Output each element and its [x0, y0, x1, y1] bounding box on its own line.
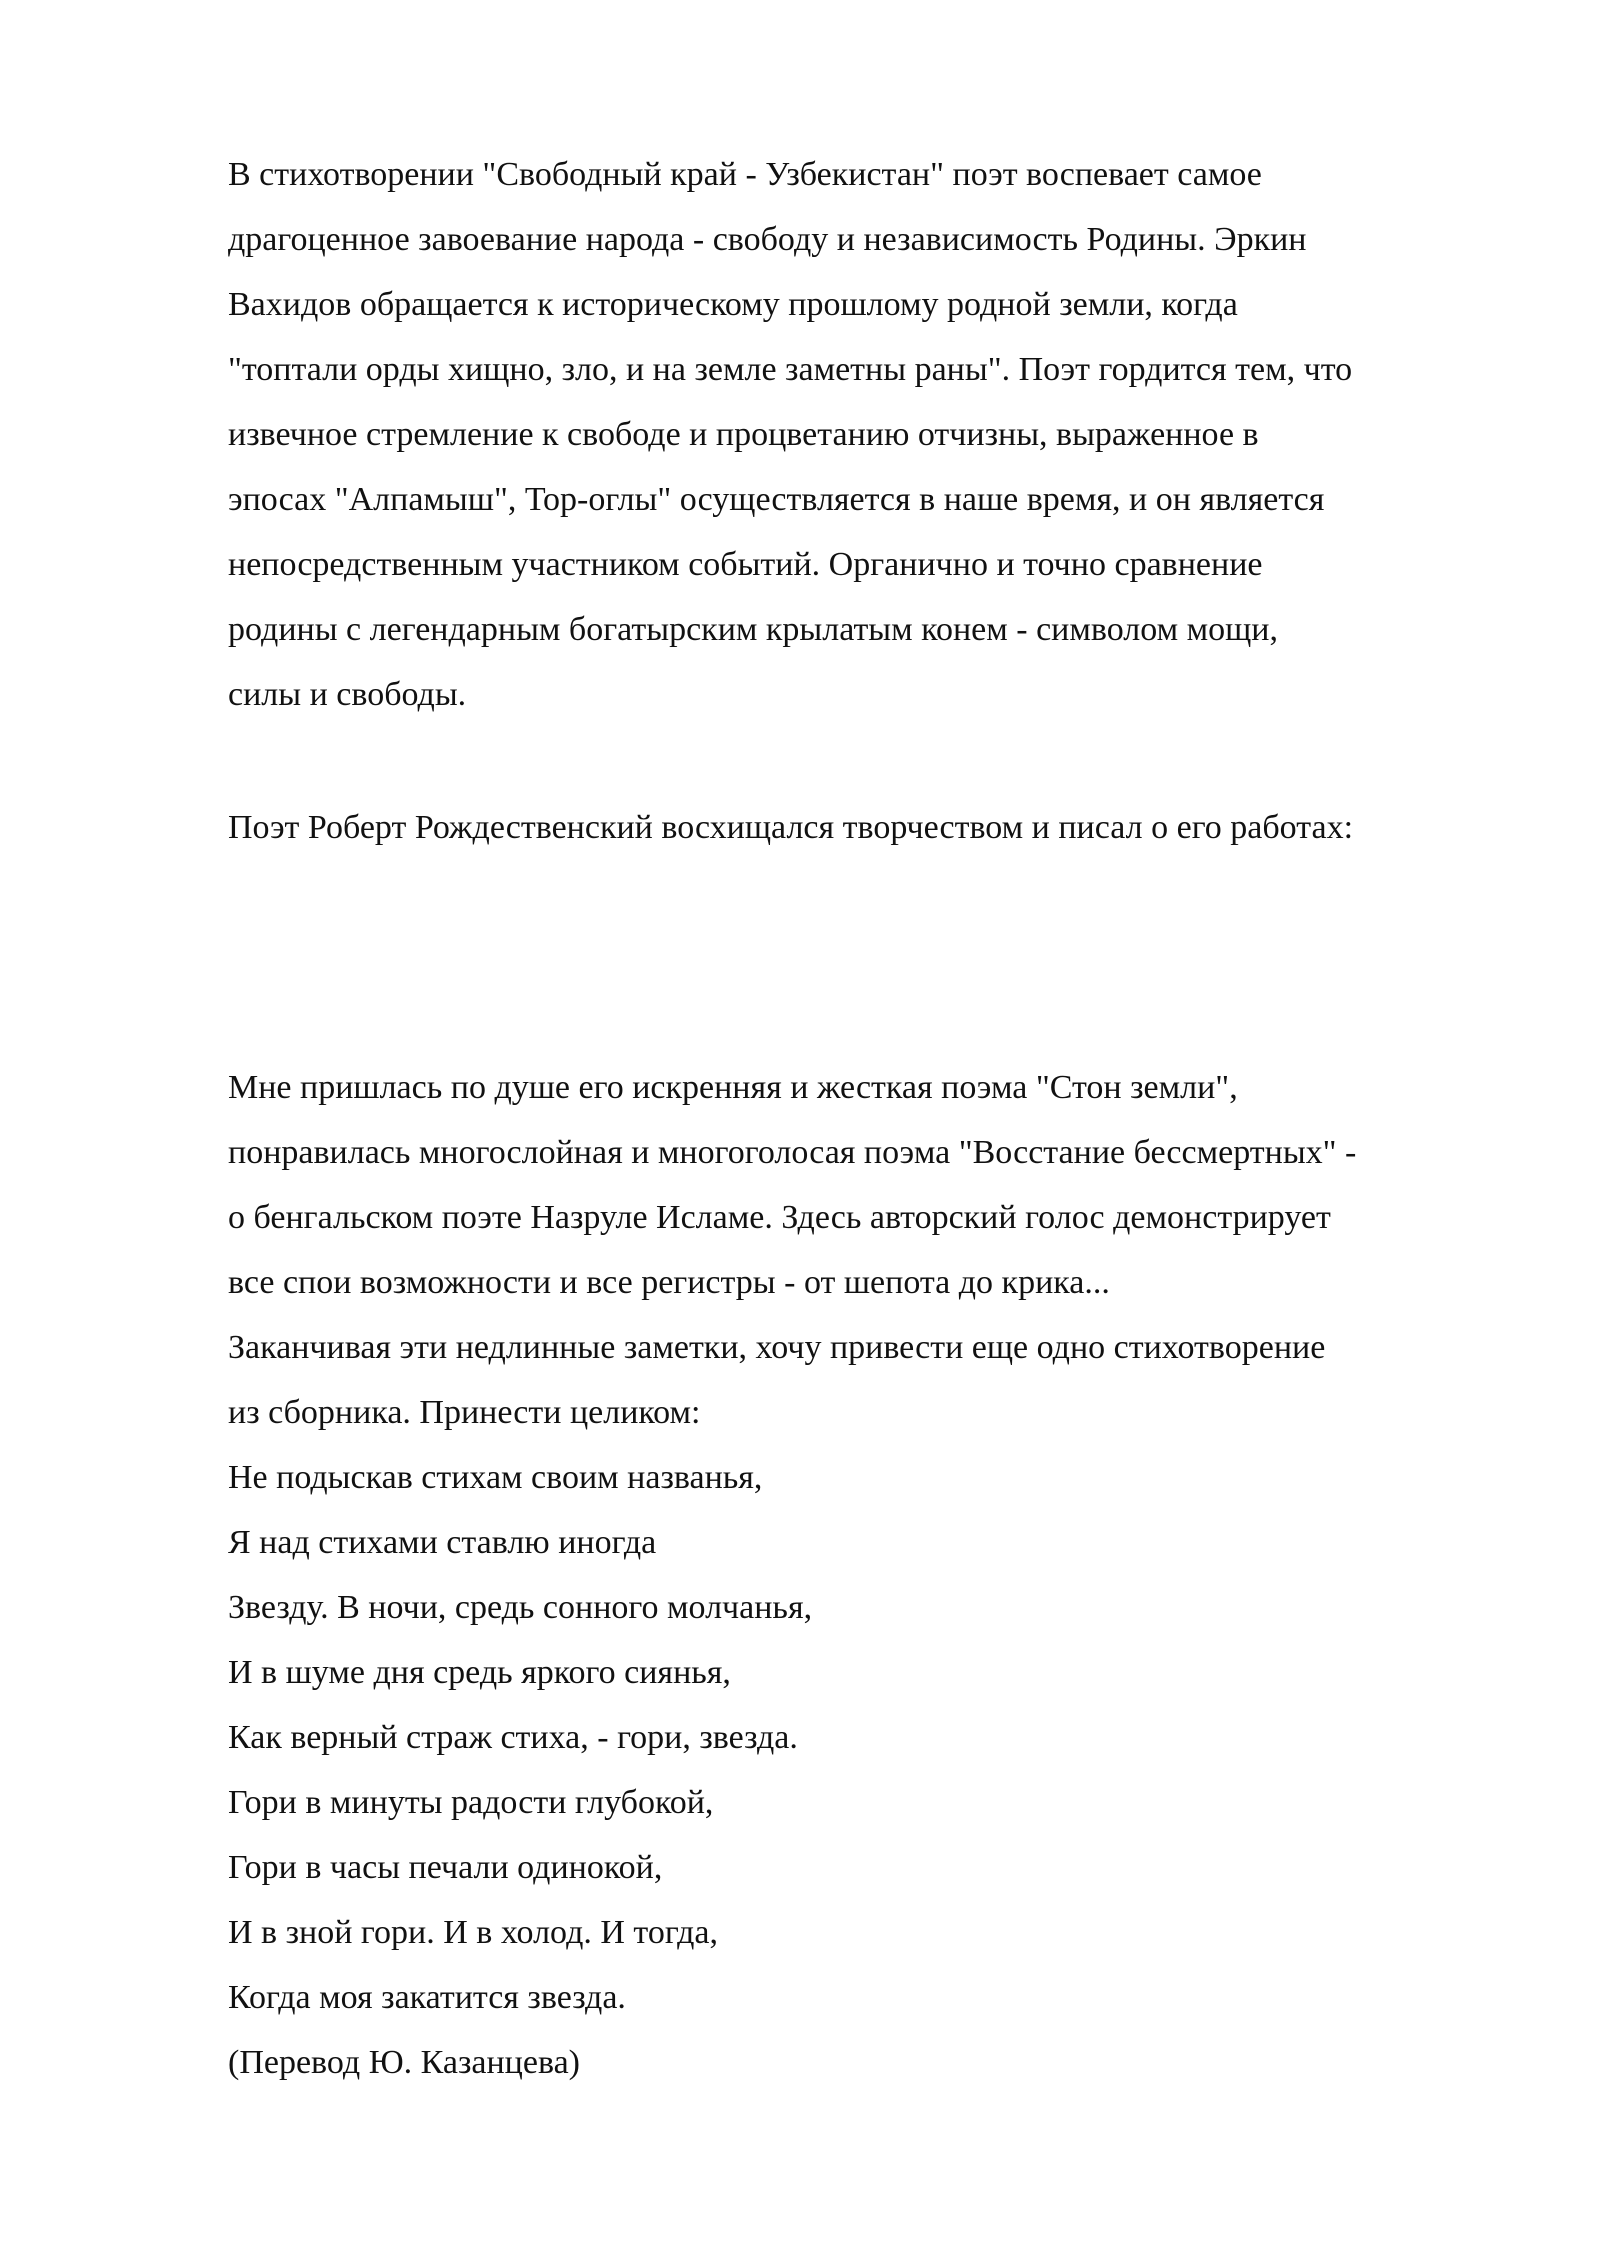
- poem-line: И в шуме дня средь яркого сиянья,: [228, 1654, 731, 1691]
- poem-line: Не подыскав стихам своим названья,: [228, 1459, 763, 1496]
- translator-credit: (Перевод Ю. Казанцева): [228, 2044, 580, 2081]
- poem-line: Как верный страж стиха, - гори, звезда.: [228, 1719, 798, 1756]
- text-line: из сборника. Принести целиком:: [228, 1394, 701, 1431]
- text-line: силы и свободы.: [228, 676, 467, 713]
- paragraph-quote-and-poem: [228, 1055, 1490, 2095]
- text-line: понравилась многослойная и многоголосая поэма "Восстание бессмертных" -: [228, 1134, 1357, 1171]
- text-line: родины с легендарным богатырским крылатым конем - символом мощи,: [228, 611, 1278, 648]
- paragraph-poem-analysis: [228, 142, 1490, 727]
- text-line: Заканчивая эти недлинные заметки, хочу привести еще одно стихотворение: [228, 1329, 1326, 1366]
- poem-line: Когда моя закатится звезда.: [228, 1979, 626, 2016]
- poem-line: Я над стихами ставлю иногда: [228, 1524, 657, 1561]
- text-line: "топтали орды хищно, зло, и на земле заметны раны". Поэт гордится тем, что: [228, 351, 1353, 388]
- text-line: Вахидов обращается к историческому прошлому родной земли, когда: [228, 286, 1238, 323]
- text-line: эпосах "Алпамыш", Тор-оглы" осуществляется в наше время, и он является: [228, 481, 1325, 518]
- text-line: о бенгальском поэте Назруле Исламе. Здесь авторский голос демонстрирует: [228, 1199, 1331, 1236]
- text-line: Поэт Роберт Рождественский восхищался творчеством и писал о его работах:: [228, 809, 1354, 846]
- text-line: непосредственным участником событий. Органично и точно сравнение: [228, 546, 1263, 583]
- poem-line: Гори в минуты радости глубокой,: [228, 1784, 714, 1821]
- text-line: Мне пришлась по душе его искренняя и жесткая поэма "Стон земли",: [228, 1069, 1238, 1106]
- poem-line: И в зной гори. И в холод. И тогда,: [228, 1914, 718, 1951]
- text-line: драгоценное завоевание народа - свободу и независимость Родины. Эркин: [228, 221, 1307, 258]
- text-line: извечное стремление к свободе и процветанию отчизны, выраженное в: [228, 416, 1259, 453]
- text-line: В стихотворении "Свободный край - Узбекистан" поэт воспевает самое: [228, 156, 1262, 193]
- poem-line: Звезду. В ночи, средь сонного молчанья,: [228, 1589, 813, 1626]
- paragraph-rozhdestvensky-intro: [228, 795, 1490, 860]
- poem-line: Гори в часы печали одинокой,: [228, 1849, 663, 1886]
- text-line: все спои возможности и все регистры - от шепота до крика...: [228, 1264, 1110, 1301]
